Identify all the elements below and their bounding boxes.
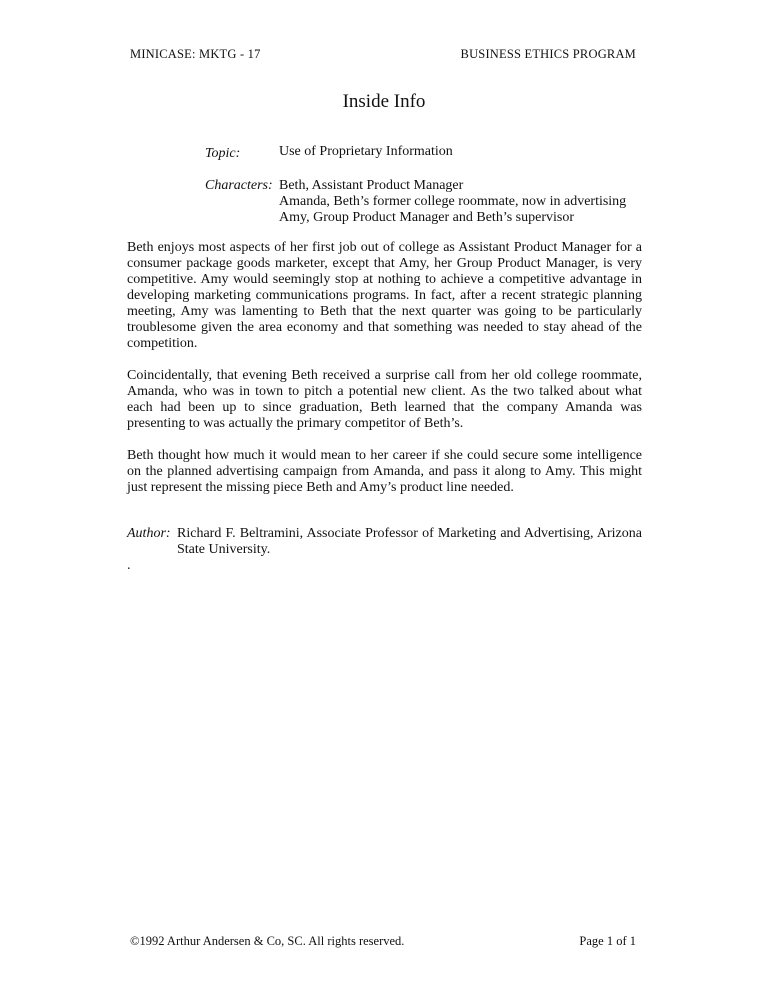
stray-period: .	[127, 558, 131, 573]
header-program-name: BUSINESS ETHICS PROGRAM	[460, 47, 636, 61]
author-text: Richard F. Beltramini, Associate Professor of Marketing and Advertising, Arizona State University.	[177, 526, 642, 557]
topic-row	[205, 144, 626, 162]
character-item: Amy, Group Product Manager and Beth’s supervisor	[279, 210, 574, 225]
characters-list	[279, 178, 626, 226]
body-paragraph: Coincidentally, that evening Beth received a surprise call from her old college roommate, Amanda, who was in town to pitch a potential new client. As the two talked about what each had been up to since graduation, Beth learned that the company Amanda was presenting to was actually the primary competitor of Beth’s.	[127, 368, 642, 431]
body-paragraph: Beth thought how much it would mean to her career if she could secure some intelligence on the planned advertising campaign from Amanda, and pass it along to Amy. This might just represent the missing piece Beth and Amy’s product line needed.	[127, 448, 642, 495]
case-body	[127, 240, 642, 512]
footer-copyright: ©1992 Arthur Andersen & Co, SC. All rights reserved.	[130, 934, 405, 948]
character-item: Amanda, Beth’s former college roommate, now in advertising	[279, 194, 627, 209]
page-title: Inside Info	[342, 91, 426, 112]
author-label: Author:	[127, 526, 171, 541]
case-meta	[205, 144, 626, 242]
header-case-id: MINICASE: MKTG - 17	[130, 47, 261, 61]
characters-row	[205, 178, 626, 226]
author-block	[127, 526, 642, 558]
characters-label: Characters:	[205, 178, 273, 193]
character-item: Beth, Assistant Product Manager	[279, 178, 464, 193]
footer-page-number: Page 1 of 1	[579, 934, 636, 948]
body-paragraph: Beth enjoys most aspects of her first job out of college as Assistant Product Manager for a consumer package goods marketer, except that Amy, her Group Product Manager, is very competitive. Amy would seemingly stop at nothing to achieve a competitive advantage in developing marketing communications programs. In fact, after a recent strategic planning meeting, Amy was lamenting to Beth that the next quarter was going to be particularly troublesome given the area economy and that something was needed to stay ahead of the competition.	[127, 240, 642, 351]
topic-label: Topic:	[205, 146, 241, 161]
topic-value: Use of Proprietary Information	[279, 144, 453, 159]
